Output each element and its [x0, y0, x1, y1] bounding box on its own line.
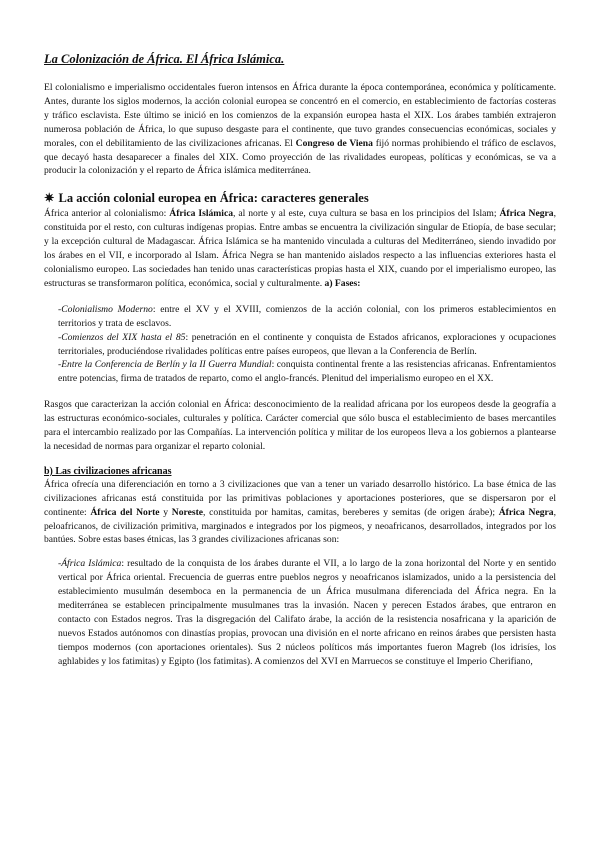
phase-item [58, 303, 556, 331]
phase-name: -Entre la Conferencia de Berlín y la II Guerra Mundial [58, 359, 272, 371]
subheading-civilizaciones: b) Las civilizaciones africanas [44, 465, 172, 477]
section-heading-text: La acción colonial europea en África: caracteres generales [58, 191, 369, 206]
phase-item [58, 358, 556, 386]
africa-anterior-paragraph [44, 207, 556, 290]
term-noreste: Noreste [171, 506, 204, 518]
africa-islamica-paragraph [44, 557, 556, 668]
phase-text: : penetración en el continente y conquista de Estados africanos, exploraciones y ocupaciones territoriales, produciéndose rivalidades políticas entre países europeos, que llevan a la Conferencia de Berlín. [58, 331, 556, 357]
islamica-name: -África Islámica [58, 558, 122, 570]
phase-text: : entre el XV y el XVIII, comienzos de la acción colonial, con los primeros establecimientos en territorios y trata de esclavos. [58, 303, 556, 329]
phase-name: -Colonialismo Moderno [58, 303, 153, 315]
document-title: La Colonización de África. El África Islámica. [44, 52, 285, 66]
intro-paragraph [44, 81, 556, 178]
term-africa-negra-2: África Negra [498, 506, 554, 518]
text-run: , peloafricanos, de civilización primitiva, marginados e integrados por los pigmeos, y neoafricanos, desarrollados, integrados por los bantúes. Sobre estas bases étnicas, las 3 grandes civilizaciones africanas son: [44, 506, 557, 546]
intro-text-2: fijó normas prohibiendo el tráfico de esclavos, que decayó hasta desaparecer a finales del XIX. Como proyección de las rivalidades europeas, políticas y económicas, se va a producir la colonización y el reparto de África islámica mediterránea. [44, 137, 557, 177]
text-run: y [159, 506, 172, 518]
fases-label: a) Fases: [324, 277, 361, 289]
term-africa-negra: África Negra [499, 208, 554, 220]
phase-name: -Comienzos del XIX hasta el 85 [58, 331, 186, 343]
phase-text: : conquista continental frente a las resistencias africanas. Enfrentamientos entre potencias, firma de tratados de reparto, como el anglo-francés. Plenitud del imperialismo europeo en el XX. [58, 359, 556, 385]
congreso-viena: Congreso de Viena [295, 137, 373, 149]
section-heading-accion-colonial [44, 190, 556, 206]
text-run: África anterior al colonialismo: [44, 208, 170, 220]
star-icon: ✷ [44, 191, 55, 206]
civilizaciones-paragraph [44, 478, 556, 548]
phases-list [44, 303, 556, 386]
text-run: , al norte y al este, cuya cultura se basa en los principios del Islam; [233, 208, 500, 220]
term-africa-islamica: África Islámica [169, 208, 233, 220]
islamica-text: : resultado de la conquista de los árabes durante el VII, a lo largo de la zona horizontal del Norte y en sentido vertical por África oriental. Frecuencia de guerras entre pueblos negros y neoafricanos islamizados, unido a la persistencia del establecimiento musulmán desemboca en la permanencia de un África musulmana diferenciada del África negra. En la mediterránea se establecen principalmente musulmanes tras la invasión. Nacen y perecen Estados árabes, que entraron en contacto con Estados negros. Tras la disgregación del Califato árabe, la acción de la resistencia nosafricana y la aparición de nuevos Estados autónomos con dinastías propias, provocan una división en el norte africano en reinos árabes que persisten hasta tiempos modernos (con aportaciones orientales). Sus 2 núcleos políticos más importantes fueron Magreb (los idrisíes, los aghlabides y los fatimitas) y Egipto (los fatimitas). A comienzos del XVI en Marruecos se constituye el Imperio Cherifiano, [58, 558, 556, 667]
intro-text-1: El colonialismo e imperialismo occidentales fueron intensos en África durante la época contemporánea, económica y políticamente. Antes, durante los siglos modernos, la acción colonial europea se concentró en el comercio, en establecimiento de factorías costeras y tráfico esclavista. Este último se inició en los comienzos de la expansión europea hasta el XIX. Los árabes también extrajeron numerosa población de África, lo que supuso desgaste para el continente, que tuvo grandes consecuencias económicas, sociales y morales, con el debilitamiento de las civilizaciones africanas. El [44, 82, 556, 149]
text-run: , constituida por el resto, con culturas indígenas propias. Entre ambas se encuentra la civilización singular de Etiopía, de base secular; y la excepción cultural de Madagascar. África Islámica se ha mantenido vinculada a culturas del Mediterráneo, siendo invadido por los árabes en el VII, e incorporado al Islam. África Negra se han mantenido aislados respecto a las influencias exteriores hasta el colonialismo europeo. Las sociedades han tenido unas características propias hasta el XIX, cuando por el imperialismo europeo, las estructuras se transformaron política, económica, social y culturalmente. [44, 208, 556, 289]
term-africa-norte: África del Norte [90, 506, 160, 518]
text-run: , constituida por hamitas, camitas, bereberes y semitas (de origen árabe); [203, 506, 499, 518]
rasgos-paragraph: Rasgos que caracterizan la acción colonial en África: desconocimiento de la realidad africana por los europeos desde la geografía a las estructuras económico-sociales, culturales y política. Carácter comercial que sólo busca el establecimiento de bases mercantiles para el intercambio realizado por las Compañías. La intervención política y militar de los europeos lleva a los gobiernos a plantearse la necesidad de normas para organizar el reparto colonial. [44, 399, 556, 452]
text-run: África ofrecía una diferenciación en torno a 3 civilizaciones que van a tener un variado desarrollo histórico. La base étnica de las civilizaciones africanas está constituida por las primitivas poblaciones y aportaciones posteriores, que se dispersaron por el continente: [44, 478, 556, 518]
phase-item [58, 331, 556, 359]
